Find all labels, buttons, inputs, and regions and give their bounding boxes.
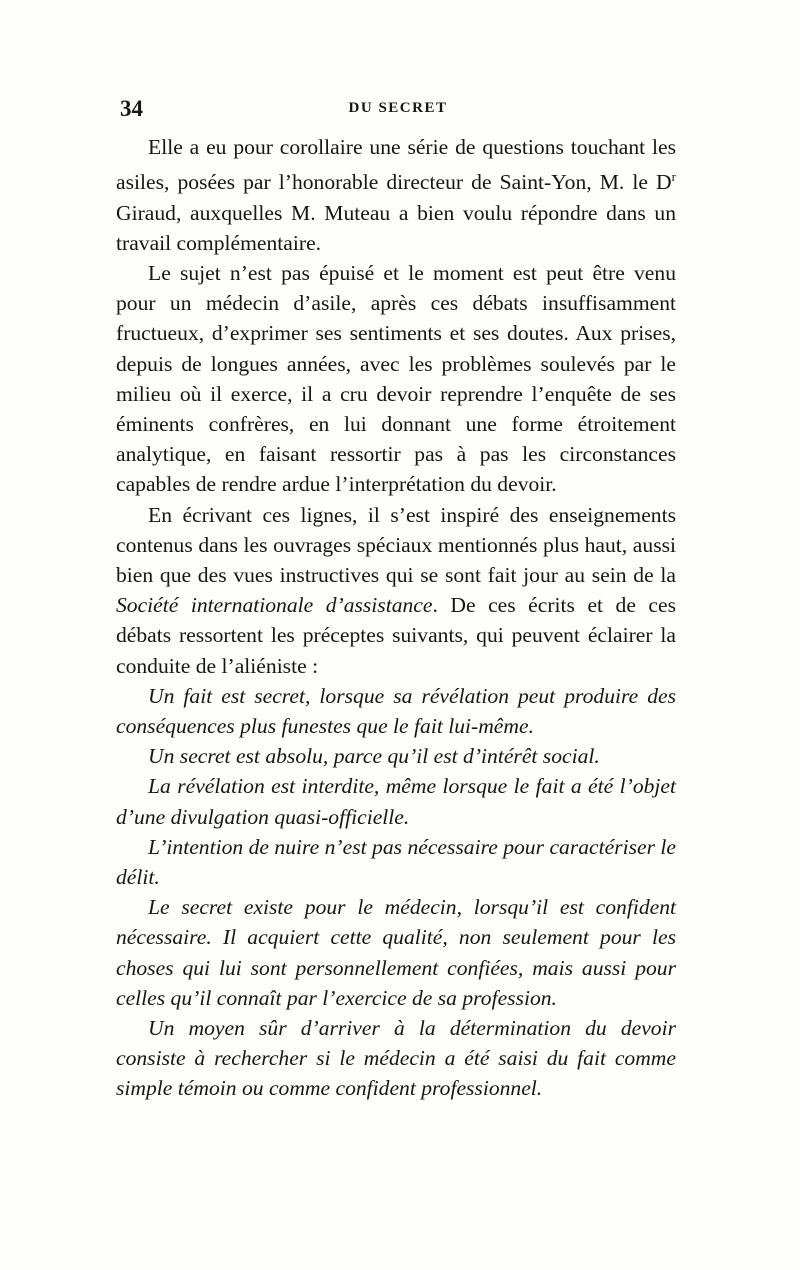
paragraph-3: [116, 500, 676, 681]
precept-3: La révélation est interdite, même lorsque le fait a été l’objet d’une divulgation quasi-officielle.: [116, 774, 676, 829]
page-number: 34: [120, 96, 143, 121]
paragraph-1-text: Elle a eu pour corollaire une série de questions touchant les asiles, posées par l’honorable directeur de Saint-Yon, M. le D: [116, 135, 676, 195]
precept-6: Un moyen sûr d’arriver à la détermination du devoir consiste à rechercher si le médecin a été saisi du fait comme simple témoin ou comme confident professionnel.: [116, 1016, 676, 1101]
society-name: Société internationale d’assistance: [116, 593, 433, 618]
page-body: [116, 132, 676, 1104]
precept-4: L’intention de nuire n’est pas nécessaire pour caractériser le délit.: [116, 834, 676, 890]
paragraph-2: Le sujet n’est pas épuisé et le moment est peut être venu pour un médecin d’asile, après ces débats insuffisamment fructueux, d’exprimer ses sentiments et ses doutes. Aux prises, depuis de longues années, avec les problèmes soulevés par le milieu où il exerce, il a cru devoir reprendre l’enquête de ses éminents confrères, en lui donnant une forme étroitement analytique, en faisant ressortir pas à pas les circonstances capables de rendre ardue l’interprétation du devoir.: [116, 261, 676, 497]
page-header: [120, 96, 676, 126]
paragraph-1: [116, 132, 676, 258]
precept-1: Un fait est secret, lorsque sa révélation peut produire des conséquences plus funestes que le fait lui-même.: [116, 683, 676, 739]
paragraph-1-text-continued: Giraud, auxquelles M. Muteau a bien voulu répondre dans un travail complémentaire.: [116, 200, 676, 255]
running-head: DU SECRET: [348, 100, 448, 116]
paragraph-3-text-continued: . De ces écrits et de ces débats ressortent les préceptes suivants, qui peuvent éclairer la conduite de l’aliéniste :: [116, 593, 677, 678]
precept-2: Un secret est absolu, parce qu’il est d’intérêt social.: [148, 744, 600, 769]
precept-5: Le secret existe pour le médecin, lorsqu’il est confident nécessaire. Il acquiert cette qualité, non seulement pour les choses qui lui sont personnellement confiées, mais aussi pour celles qu’il connaît par l’exercice de sa profession.: [116, 895, 676, 1010]
paragraph-1-superscript: r: [671, 169, 676, 185]
paragraph-3-text: En écrivant ces lignes, il s’est inspiré des enseignements contenus dans les ouvrages spéciaux mentionnés plus haut, aussi bien que des vues instructives qui se sont fait jour au sein de la: [116, 502, 676, 588]
